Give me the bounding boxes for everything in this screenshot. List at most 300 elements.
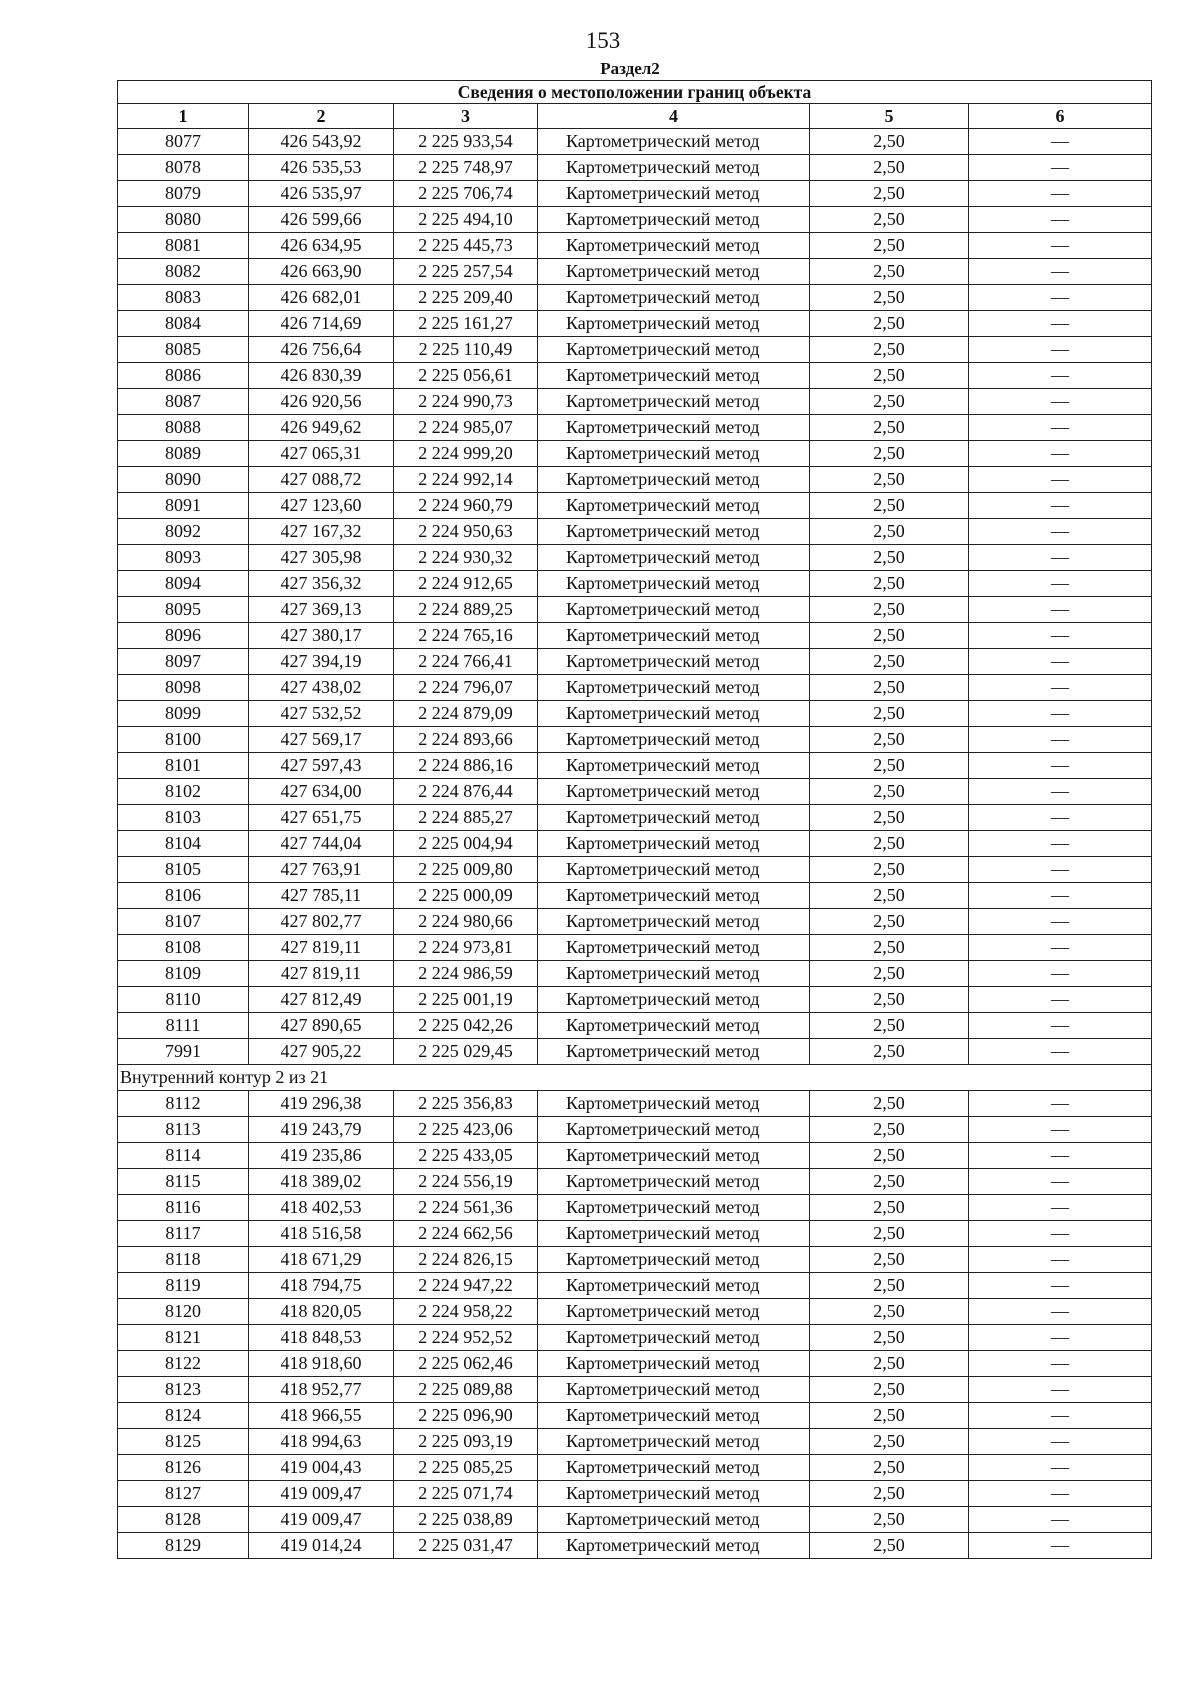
description-cell: —	[969, 805, 1152, 831]
method-cell: Картометрический метод	[538, 1117, 810, 1143]
point-number-cell: 8077	[118, 129, 249, 155]
description-cell: —	[969, 129, 1152, 155]
accuracy-cell: 2,50	[810, 493, 969, 519]
description-cell: —	[969, 727, 1152, 753]
method-cell: Картометрический метод	[538, 259, 810, 285]
table-row	[118, 1195, 1152, 1221]
x-coordinate-cell: 419 296,38	[249, 1091, 394, 1117]
point-number-cell: 8083	[118, 285, 249, 311]
method-cell: Картометрический метод	[538, 415, 810, 441]
table-row	[118, 1143, 1152, 1169]
y-coordinate-cell: 2 224 876,44	[394, 779, 538, 805]
method-cell: Картометрический метод	[538, 1195, 810, 1221]
description-cell: —	[969, 493, 1152, 519]
y-coordinate-cell: 2 224 980,66	[394, 909, 538, 935]
y-coordinate-cell: 2 225 494,10	[394, 207, 538, 233]
y-coordinate-cell: 2 224 556,19	[394, 1169, 538, 1195]
point-number-cell: 8106	[118, 883, 249, 909]
x-coordinate-cell: 426 663,90	[249, 259, 394, 285]
x-coordinate-cell: 426 682,01	[249, 285, 394, 311]
description-cell: —	[969, 1507, 1152, 1533]
table-row	[118, 961, 1152, 987]
table-row	[118, 1273, 1152, 1299]
accuracy-cell: 2,50	[810, 1377, 969, 1403]
description-cell: —	[969, 155, 1152, 181]
description-cell: —	[969, 1091, 1152, 1117]
table-row	[118, 1377, 1152, 1403]
x-coordinate-cell: 427 065,31	[249, 441, 394, 467]
description-cell: —	[969, 519, 1152, 545]
column-header-row	[118, 104, 1152, 129]
accuracy-cell: 2,50	[810, 155, 969, 181]
description-cell: —	[969, 987, 1152, 1013]
point-number-cell: 8109	[118, 961, 249, 987]
accuracy-cell: 2,50	[810, 415, 969, 441]
method-cell: Картометрический метод	[538, 1507, 810, 1533]
description-cell: —	[969, 1429, 1152, 1455]
description-cell: —	[969, 363, 1152, 389]
y-coordinate-cell: 2 225 009,80	[394, 857, 538, 883]
method-cell: Картометрический метод	[538, 519, 810, 545]
y-coordinate-cell: 2 225 096,90	[394, 1403, 538, 1429]
table-row	[118, 831, 1152, 857]
accuracy-cell: 2,50	[810, 987, 969, 1013]
accuracy-cell: 2,50	[810, 311, 969, 337]
method-cell: Картометрический метод	[538, 1403, 810, 1429]
table-row	[118, 1091, 1152, 1117]
point-number-cell: 8097	[118, 649, 249, 675]
table-row	[118, 1221, 1152, 1247]
y-coordinate-cell: 2 225 933,54	[394, 129, 538, 155]
y-coordinate-cell: 2 224 986,59	[394, 961, 538, 987]
method-cell: Картометрический метод	[538, 337, 810, 363]
table-row	[118, 753, 1152, 779]
method-cell: Картометрический метод	[538, 363, 810, 389]
point-number-cell: 8090	[118, 467, 249, 493]
description-cell: —	[969, 259, 1152, 285]
y-coordinate-cell: 2 225 706,74	[394, 181, 538, 207]
table-row	[118, 233, 1152, 259]
point-number-cell: 8107	[118, 909, 249, 935]
table-row	[118, 987, 1152, 1013]
y-coordinate-cell: 2 224 886,16	[394, 753, 538, 779]
accuracy-cell: 2,50	[810, 831, 969, 857]
method-cell: Картометрический метод	[538, 935, 810, 961]
point-number-cell: 8086	[118, 363, 249, 389]
x-coordinate-cell: 418 952,77	[249, 1377, 394, 1403]
point-number-cell: 8095	[118, 597, 249, 623]
accuracy-cell: 2,50	[810, 207, 969, 233]
description-cell: —	[969, 1247, 1152, 1273]
table-row	[118, 155, 1152, 181]
description-cell: —	[969, 1221, 1152, 1247]
y-coordinate-cell: 2 225 004,94	[394, 831, 538, 857]
table-row	[118, 363, 1152, 389]
point-number-cell: 8128	[118, 1507, 249, 1533]
x-coordinate-cell: 419 009,47	[249, 1507, 394, 1533]
accuracy-cell: 2,50	[810, 233, 969, 259]
point-number-cell: 8103	[118, 805, 249, 831]
description-cell: —	[969, 181, 1152, 207]
description-cell: —	[969, 415, 1152, 441]
point-number-cell: 8082	[118, 259, 249, 285]
point-number-cell: 8089	[118, 441, 249, 467]
y-coordinate-cell: 2 224 950,63	[394, 519, 538, 545]
x-coordinate-cell: 427 890,65	[249, 1013, 394, 1039]
table-row	[118, 467, 1152, 493]
x-coordinate-cell: 426 535,53	[249, 155, 394, 181]
method-cell: Картометрический метод	[538, 623, 810, 649]
description-cell: —	[969, 779, 1152, 805]
method-cell: Картометрический метод	[538, 1169, 810, 1195]
x-coordinate-cell: 427 819,11	[249, 961, 394, 987]
method-cell: Картометрический метод	[538, 831, 810, 857]
y-coordinate-cell: 2 225 029,45	[394, 1039, 538, 1065]
table-row	[118, 259, 1152, 285]
point-number-cell: 8115	[118, 1169, 249, 1195]
x-coordinate-cell: 419 243,79	[249, 1117, 394, 1143]
point-number-cell: 8096	[118, 623, 249, 649]
method-cell: Картометрический метод	[538, 207, 810, 233]
accuracy-cell: 2,50	[810, 1533, 969, 1559]
table-row	[118, 701, 1152, 727]
point-number-cell: 8080	[118, 207, 249, 233]
y-coordinate-cell: 2 224 952,52	[394, 1325, 538, 1351]
x-coordinate-cell: 418 848,53	[249, 1325, 394, 1351]
x-coordinate-cell: 427 812,49	[249, 987, 394, 1013]
table-row	[118, 1039, 1152, 1065]
table-row	[118, 337, 1152, 363]
y-coordinate-cell: 2 224 992,14	[394, 467, 538, 493]
description-cell: —	[969, 389, 1152, 415]
table-row	[118, 779, 1152, 805]
accuracy-cell: 2,50	[810, 1091, 969, 1117]
method-cell: Картометрический метод	[538, 233, 810, 259]
accuracy-cell: 2,50	[810, 259, 969, 285]
table-row	[118, 1403, 1152, 1429]
description-cell: —	[969, 1273, 1152, 1299]
description-cell: —	[969, 1195, 1152, 1221]
table-row	[118, 1533, 1152, 1559]
table-row	[118, 857, 1152, 883]
accuracy-cell: 2,50	[810, 571, 969, 597]
accuracy-cell: 2,50	[810, 1507, 969, 1533]
table-row	[118, 181, 1152, 207]
point-number-cell: 8092	[118, 519, 249, 545]
method-cell: Картометрический метод	[538, 1299, 810, 1325]
table-row	[118, 519, 1152, 545]
description-cell: —	[969, 571, 1152, 597]
y-coordinate-cell: 2 224 985,07	[394, 415, 538, 441]
method-cell: Картометрический метод	[538, 1143, 810, 1169]
x-coordinate-cell: 427 651,75	[249, 805, 394, 831]
x-coordinate-cell: 427 634,00	[249, 779, 394, 805]
table-row	[118, 1325, 1152, 1351]
point-number-cell: 8078	[118, 155, 249, 181]
point-number-cell: 8125	[118, 1429, 249, 1455]
x-coordinate-cell: 426 599,66	[249, 207, 394, 233]
description-cell: —	[969, 467, 1152, 493]
column-header-5: 5	[810, 104, 969, 129]
method-cell: Картометрический метод	[538, 1091, 810, 1117]
accuracy-cell: 2,50	[810, 1039, 969, 1065]
point-number-cell: 8126	[118, 1455, 249, 1481]
description-cell: —	[969, 1325, 1152, 1351]
point-number-cell: 8114	[118, 1143, 249, 1169]
x-coordinate-cell: 427 785,11	[249, 883, 394, 909]
method-cell: Картометрический метод	[538, 597, 810, 623]
point-number-cell: 8118	[118, 1247, 249, 1273]
y-coordinate-cell: 2 225 038,89	[394, 1507, 538, 1533]
accuracy-cell: 2,50	[810, 1351, 969, 1377]
method-cell: Картометрический метод	[538, 1455, 810, 1481]
table-row	[118, 129, 1152, 155]
y-coordinate-cell: 2 224 796,07	[394, 675, 538, 701]
method-cell: Картометрический метод	[538, 1429, 810, 1455]
x-coordinate-cell: 426 634,95	[249, 233, 394, 259]
y-coordinate-cell: 2 225 093,19	[394, 1429, 538, 1455]
point-number-cell: 8111	[118, 1013, 249, 1039]
description-cell: —	[969, 1455, 1152, 1481]
accuracy-cell: 2,50	[810, 935, 969, 961]
accuracy-cell: 2,50	[810, 1117, 969, 1143]
page-number: 153	[585, 28, 621, 53]
method-cell: Картометрический метод	[538, 675, 810, 701]
accuracy-cell: 2,50	[810, 1013, 969, 1039]
method-cell: Картометрический метод	[538, 1533, 810, 1559]
accuracy-cell: 2,50	[810, 181, 969, 207]
x-coordinate-cell: 426 543,92	[249, 129, 394, 155]
x-coordinate-cell: 427 569,17	[249, 727, 394, 753]
y-coordinate-cell: 2 225 110,49	[394, 337, 538, 363]
description-cell: —	[969, 597, 1152, 623]
x-coordinate-cell: 427 438,02	[249, 675, 394, 701]
point-number-cell: 8099	[118, 701, 249, 727]
x-coordinate-cell: 427 597,43	[249, 753, 394, 779]
accuracy-cell: 2,50	[810, 337, 969, 363]
y-coordinate-cell: 2 224 879,09	[394, 701, 538, 727]
description-cell: —	[969, 1377, 1152, 1403]
y-coordinate-cell: 2 224 912,65	[394, 571, 538, 597]
description-cell: —	[969, 285, 1152, 311]
description-cell: —	[969, 1117, 1152, 1143]
table-row	[118, 805, 1152, 831]
y-coordinate-cell: 2 225 748,97	[394, 155, 538, 181]
y-coordinate-cell: 2 225 433,05	[394, 1143, 538, 1169]
description-cell: —	[969, 701, 1152, 727]
accuracy-cell: 2,50	[810, 441, 969, 467]
column-header-4: 4	[538, 104, 810, 129]
section-title: Раздел2	[600, 59, 660, 78]
y-coordinate-cell: 2 224 561,36	[394, 1195, 538, 1221]
point-number-cell: 8098	[118, 675, 249, 701]
x-coordinate-cell: 419 014,24	[249, 1533, 394, 1559]
y-coordinate-cell: 2 225 001,19	[394, 987, 538, 1013]
y-coordinate-cell: 2 225 423,06	[394, 1117, 538, 1143]
x-coordinate-cell: 427 819,11	[249, 935, 394, 961]
method-cell: Картометрический метод	[538, 805, 810, 831]
x-coordinate-cell: 427 380,17	[249, 623, 394, 649]
y-coordinate-cell: 2 224 765,16	[394, 623, 538, 649]
method-cell: Картометрический метод	[538, 883, 810, 909]
description-cell: —	[969, 545, 1152, 571]
x-coordinate-cell: 418 966,55	[249, 1403, 394, 1429]
method-cell: Картометрический метод	[538, 1039, 810, 1065]
accuracy-cell: 2,50	[810, 1325, 969, 1351]
method-cell: Картометрический метод	[538, 1377, 810, 1403]
x-coordinate-cell: 419 004,43	[249, 1455, 394, 1481]
point-number-cell: 8094	[118, 571, 249, 597]
point-number-cell: 8113	[118, 1117, 249, 1143]
point-number-cell: 8104	[118, 831, 249, 857]
method-cell: Картометрический метод	[538, 311, 810, 337]
description-cell: —	[969, 831, 1152, 857]
point-number-cell: 8122	[118, 1351, 249, 1377]
x-coordinate-cell: 427 305,98	[249, 545, 394, 571]
description-cell: —	[969, 649, 1152, 675]
point-number-cell: 8120	[118, 1299, 249, 1325]
table-row	[118, 935, 1152, 961]
description-cell: —	[969, 1481, 1152, 1507]
table-row	[118, 571, 1152, 597]
method-cell: Картометрический метод	[538, 155, 810, 181]
description-cell: —	[969, 909, 1152, 935]
accuracy-cell: 2,50	[810, 779, 969, 805]
table-row	[118, 675, 1152, 701]
accuracy-cell: 2,50	[810, 1143, 969, 1169]
point-number-cell: 8129	[118, 1533, 249, 1559]
method-cell: Картометрический метод	[538, 467, 810, 493]
description-cell: —	[969, 1533, 1152, 1559]
table-row	[118, 285, 1152, 311]
y-coordinate-cell: 2 224 973,81	[394, 935, 538, 961]
accuracy-cell: 2,50	[810, 753, 969, 779]
method-cell: Картометрический метод	[538, 779, 810, 805]
contour-subheader-row	[118, 1065, 1152, 1091]
description-cell: —	[969, 1039, 1152, 1065]
accuracy-cell: 2,50	[810, 883, 969, 909]
x-coordinate-cell: 418 794,75	[249, 1273, 394, 1299]
accuracy-cell: 2,50	[810, 467, 969, 493]
accuracy-cell: 2,50	[810, 1481, 969, 1507]
boundary-coordinates-table	[117, 80, 1152, 1559]
x-coordinate-cell: 427 763,91	[249, 857, 394, 883]
point-number-cell: 8110	[118, 987, 249, 1013]
accuracy-cell: 2,50	[810, 1455, 969, 1481]
point-number-cell: 8102	[118, 779, 249, 805]
method-cell: Картометрический метод	[538, 753, 810, 779]
description-cell: —	[969, 675, 1152, 701]
y-coordinate-cell: 2 225 356,83	[394, 1091, 538, 1117]
x-coordinate-cell: 427 088,72	[249, 467, 394, 493]
method-cell: Картометрический метод	[538, 701, 810, 727]
table-caption: Сведения о местоположении границ объекта	[118, 81, 1152, 104]
accuracy-cell: 2,50	[810, 701, 969, 727]
point-number-cell: 8081	[118, 233, 249, 259]
x-coordinate-cell: 427 802,77	[249, 909, 394, 935]
table-row	[118, 649, 1152, 675]
point-number-cell: 8123	[118, 1377, 249, 1403]
x-coordinate-cell: 427 123,60	[249, 493, 394, 519]
accuracy-cell: 2,50	[810, 623, 969, 649]
table-row	[118, 1013, 1152, 1039]
accuracy-cell: 2,50	[810, 1169, 969, 1195]
point-number-cell: 8084	[118, 311, 249, 337]
point-number-cell: 8088	[118, 415, 249, 441]
table-row	[118, 441, 1152, 467]
description-cell: —	[969, 935, 1152, 961]
x-coordinate-cell: 426 949,62	[249, 415, 394, 441]
table-row	[118, 1299, 1152, 1325]
accuracy-cell: 2,50	[810, 1221, 969, 1247]
method-cell: Картометрический метод	[538, 389, 810, 415]
method-cell: Картометрический метод	[538, 1013, 810, 1039]
y-coordinate-cell: 2 224 930,32	[394, 545, 538, 571]
method-cell: Картометрический метод	[538, 571, 810, 597]
table-row	[118, 727, 1152, 753]
accuracy-cell: 2,50	[810, 857, 969, 883]
table-row	[118, 311, 1152, 337]
contour-label: Внутренний контур 2 из 21	[118, 1065, 1152, 1091]
x-coordinate-cell: 418 994,63	[249, 1429, 394, 1455]
method-cell: Картометрический метод	[538, 181, 810, 207]
table-row	[118, 545, 1152, 571]
x-coordinate-cell: 427 369,13	[249, 597, 394, 623]
point-number-cell: 8127	[118, 1481, 249, 1507]
method-cell: Картометрический метод	[538, 1325, 810, 1351]
accuracy-cell: 2,50	[810, 1273, 969, 1299]
point-number-cell: 8093	[118, 545, 249, 571]
x-coordinate-cell: 426 535,97	[249, 181, 394, 207]
description-cell: —	[969, 233, 1152, 259]
table-row	[118, 1429, 1152, 1455]
x-coordinate-cell: 418 516,58	[249, 1221, 394, 1247]
accuracy-cell: 2,50	[810, 519, 969, 545]
table-row	[118, 883, 1152, 909]
y-coordinate-cell: 2 224 766,41	[394, 649, 538, 675]
y-coordinate-cell: 2 224 960,79	[394, 493, 538, 519]
y-coordinate-cell: 2 224 947,22	[394, 1273, 538, 1299]
description-cell: —	[969, 961, 1152, 987]
point-number-cell: 8124	[118, 1403, 249, 1429]
x-coordinate-cell: 419 235,86	[249, 1143, 394, 1169]
accuracy-cell: 2,50	[810, 1403, 969, 1429]
table-row	[118, 1169, 1152, 1195]
description-cell: —	[969, 1403, 1152, 1429]
column-header-6: 6	[969, 104, 1152, 129]
x-coordinate-cell: 426 756,64	[249, 337, 394, 363]
point-number-cell: 8105	[118, 857, 249, 883]
x-coordinate-cell: 426 830,39	[249, 363, 394, 389]
accuracy-cell: 2,50	[810, 545, 969, 571]
table-row	[118, 1481, 1152, 1507]
y-coordinate-cell: 2 224 893,66	[394, 727, 538, 753]
y-coordinate-cell: 2 224 889,25	[394, 597, 538, 623]
y-coordinate-cell: 2 225 161,27	[394, 311, 538, 337]
point-number-cell: 7991	[118, 1039, 249, 1065]
point-number-cell: 8087	[118, 389, 249, 415]
x-coordinate-cell: 427 905,22	[249, 1039, 394, 1065]
accuracy-cell: 2,50	[810, 363, 969, 389]
point-number-cell: 8119	[118, 1273, 249, 1299]
table-row	[118, 1247, 1152, 1273]
table-body	[118, 81, 1152, 1559]
description-cell: —	[969, 1013, 1152, 1039]
y-coordinate-cell: 2 225 085,25	[394, 1455, 538, 1481]
y-coordinate-cell: 2 225 000,09	[394, 883, 538, 909]
y-coordinate-cell: 2 225 062,46	[394, 1351, 538, 1377]
method-cell: Картометрический метод	[538, 987, 810, 1013]
